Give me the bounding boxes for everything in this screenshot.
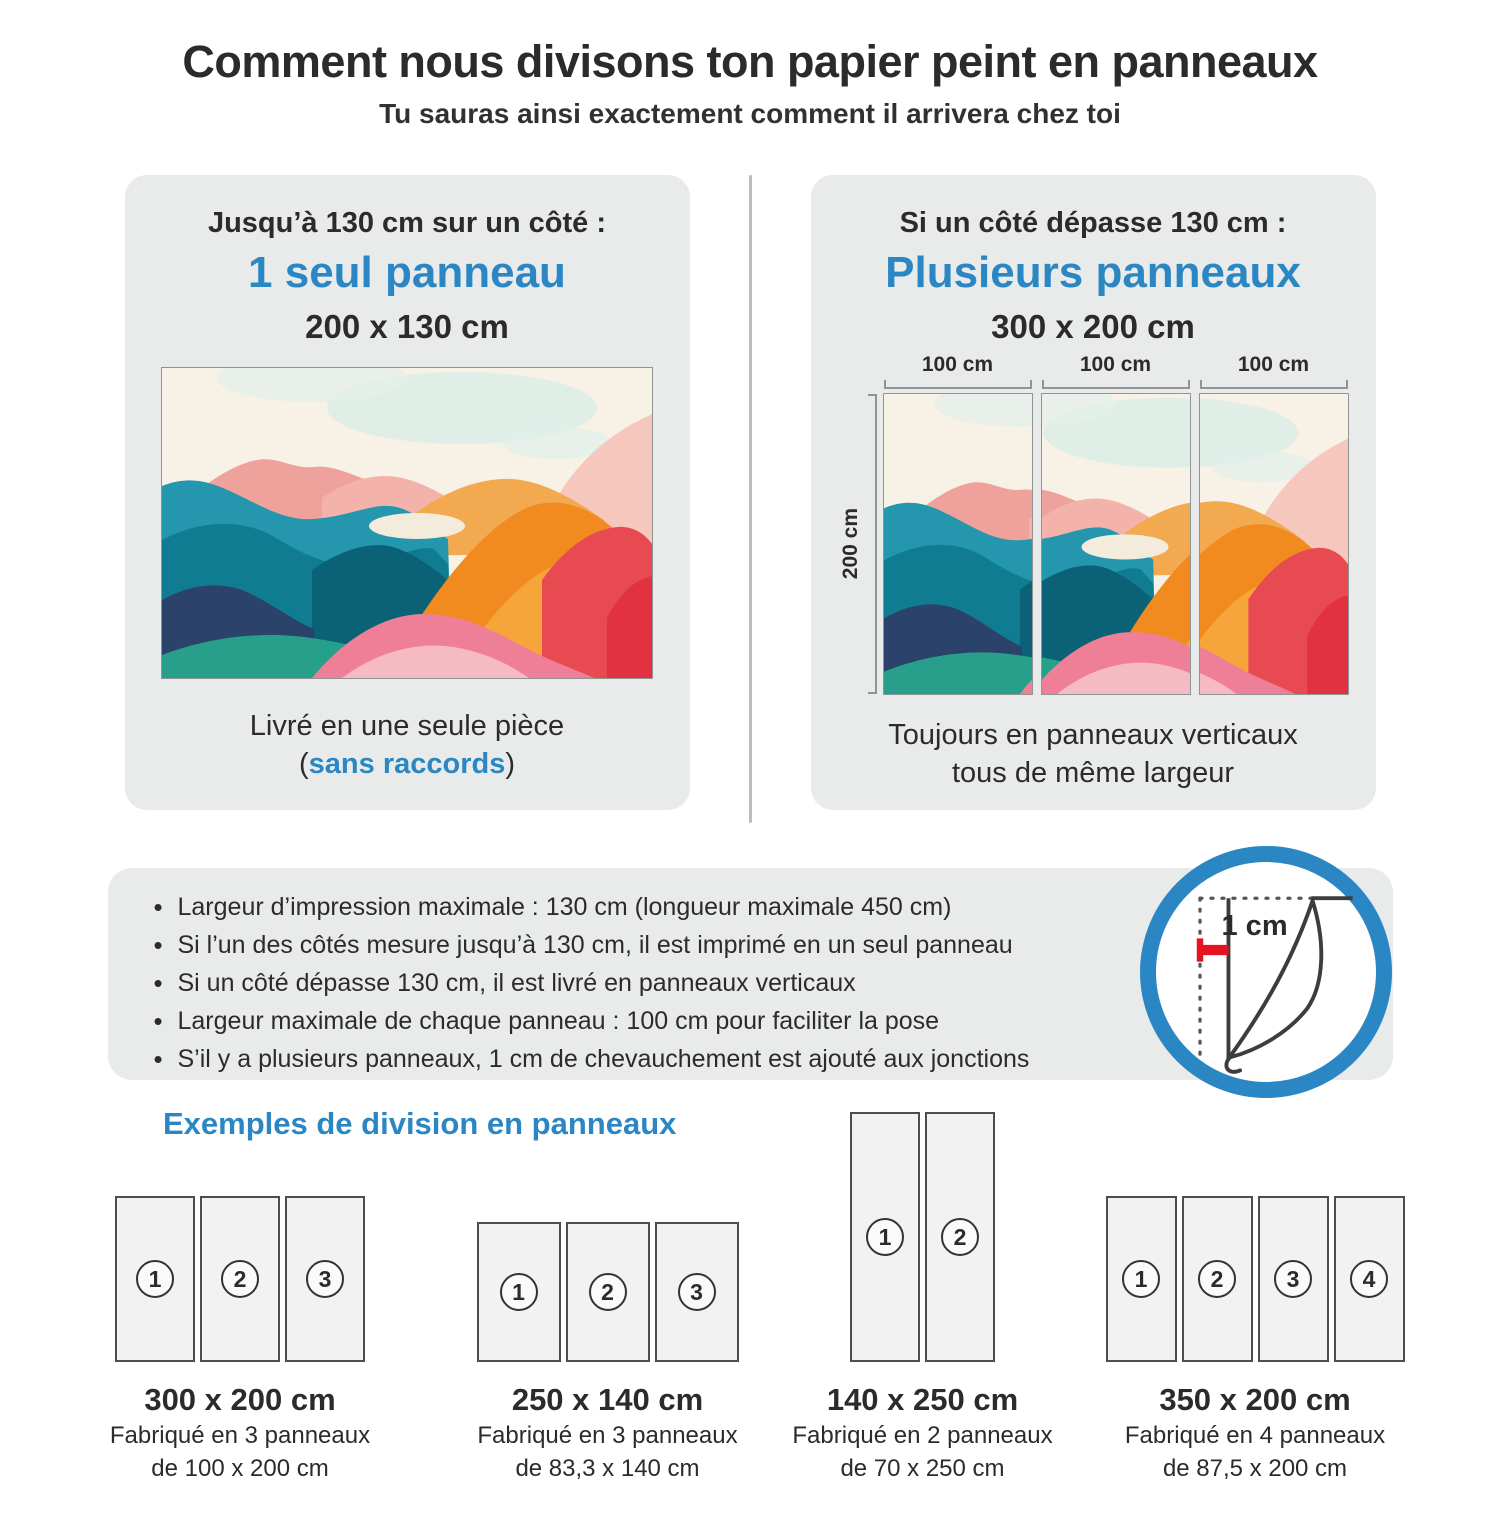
paper-curl-icon [1156, 862, 1376, 1082]
wallpaper-panels [884, 394, 1348, 694]
examples-heading: Exemples de division en panneaux [163, 1106, 677, 1141]
example-size: 350 x 200 cm [1159, 1382, 1351, 1417]
width-measure-3-line [1200, 380, 1348, 389]
width-measure-1-line [884, 380, 1032, 389]
multi-panel-condition: Si un côté dépasse 130 cm : [899, 207, 1287, 239]
example-panel [850, 1112, 920, 1362]
example-4-panels [1106, 1196, 1405, 1362]
panel-number-badge: 3 [678, 1273, 716, 1311]
example-size: 250 x 140 cm [511, 1382, 704, 1417]
width-measure-2-line [1042, 380, 1190, 389]
example-250x140 [455, 1222, 760, 1484]
example-2-panels [477, 1222, 739, 1362]
example-panel [1334, 1196, 1405, 1362]
width-measure-1-label: 100 cm [921, 353, 994, 376]
overlap-badge [1140, 846, 1392, 1098]
example-dims: de 87,5 x 200 cm [1162, 1455, 1348, 1482]
rule-item: • S’il y a plusieurs panneaux, 1 cm de chevauchement est ajouté aux jonctions [152, 1040, 1178, 1078]
example-size: 300 x 200 cm [144, 1382, 336, 1417]
single-panel-size: 200 x 130 cm [305, 308, 509, 345]
multi-caption-line2: tous de même largeur [951, 757, 1235, 789]
single-caption-line2 [125, 745, 690, 783]
example-panel [566, 1222, 650, 1362]
rule-item: • Largeur maximale de chaque panneau : 100 cm pour faciliter la pose [152, 1002, 1178, 1040]
single-panel-caption [125, 707, 690, 783]
rule-item: • Si l’un des côtés mesure jusqu’à 130 cm, il est imprimé en un seul panneau [152, 926, 1178, 964]
width-measure-2-label: 100 cm [1079, 353, 1152, 376]
panel-number-badge: 2 [221, 1260, 259, 1298]
example-panel [1106, 1196, 1177, 1362]
panel-number-badge: 2 [1198, 1260, 1236, 1298]
example-panel [655, 1222, 739, 1362]
page-subtitle: Tu sauras ainsi exactement comment il arrivera chez toi [379, 98, 1121, 129]
panels-block [884, 353, 1348, 694]
comparison-cards [0, 175, 1500, 823]
panel-number-badge: 2 [941, 1218, 979, 1256]
multi-panel-size: 300 x 200 cm [991, 308, 1195, 345]
panel-slice-3 [1200, 394, 1348, 694]
panel-number-badge: 3 [1274, 1260, 1312, 1298]
wallpaper-artwork-slice-3 [1200, 394, 1348, 694]
single-caption-line1: Livré en une seule pièce [249, 710, 565, 742]
multi-panel-card [811, 175, 1376, 810]
paren-close: ) [505, 748, 515, 780]
example-size: 140 x 250 cm [826, 1382, 1019, 1417]
height-measure-line [868, 394, 877, 694]
wallpaper-artwork-slice-1 [884, 394, 1032, 694]
example-140x250 [770, 1112, 1075, 1484]
height-measure [839, 394, 877, 694]
panel-slice-2 [1042, 394, 1190, 694]
multi-panel-caption [811, 716, 1376, 792]
example-350x200 [1100, 1196, 1410, 1484]
rule-item: • Largeur d’impression maximale : 130 cm (longueur maximale 450 cm) [152, 888, 1178, 926]
example-dims: de 70 x 250 cm [840, 1455, 1005, 1482]
example-panel [285, 1196, 365, 1362]
rules-note-bar [108, 868, 1393, 1080]
example-made: Fabriqué en 3 panneaux [109, 1422, 371, 1449]
example-panel [200, 1196, 280, 1362]
example-dims: de 83,3 x 140 cm [515, 1455, 700, 1482]
single-panel-headline: 1 seul panneau [248, 248, 566, 297]
width-measure-1 [884, 353, 1032, 389]
height-measure-label: 200 cm [838, 508, 862, 580]
page-title: Comment nous divisons ton papier peint en panneaux [182, 36, 1318, 87]
panel-number-badge: 3 [306, 1260, 344, 1298]
page-header [0, 0, 1500, 130]
example-dims: de 100 x 200 cm [151, 1455, 329, 1482]
panel-number-badge: 1 [136, 1260, 174, 1298]
single-panel-condition: Jusqu’à 130 cm sur un côté : [207, 207, 607, 239]
examples-area [0, 1142, 1500, 1514]
width-measures [884, 353, 1348, 389]
width-measure-3 [1200, 353, 1348, 389]
example-made: Fabriqué en 2 panneaux [792, 1422, 1053, 1449]
example-made: Fabriqué en 3 panneaux [477, 1422, 738, 1449]
example-300x200 [85, 1196, 395, 1484]
overlap-label: 1 cm [1221, 910, 1288, 942]
panel-number-badge: 2 [589, 1273, 627, 1311]
width-measure-2 [1042, 353, 1190, 389]
wallpaper-artwork-slice-2 [1042, 394, 1190, 694]
example-1-panels [115, 1196, 365, 1362]
example-panel [115, 1196, 195, 1362]
example-panel [1182, 1196, 1253, 1362]
panel-number-badge: 4 [1350, 1260, 1388, 1298]
panel-slice-1 [884, 394, 1032, 694]
multi-caption-line1: Toujours en panneaux verticaux [888, 719, 1298, 751]
single-panel-card [125, 175, 690, 810]
example-panel [477, 1222, 561, 1362]
width-measure-3-label: 100 cm [1237, 353, 1310, 376]
panel-number-badge: 1 [866, 1218, 904, 1256]
rule-item: • Si un côté dépasse 130 cm, il est livré en panneaux verticaux [152, 964, 1178, 1002]
example-panel [925, 1112, 995, 1362]
example-made: Fabriqué en 4 panneaux [1124, 1422, 1386, 1449]
paren-open: ( [298, 748, 309, 780]
sans-raccords-text: sans raccords [308, 748, 506, 780]
panel-number-badge: 1 [500, 1273, 538, 1311]
multi-panel-diagram [811, 353, 1376, 694]
panel-number-badge: 1 [1122, 1260, 1160, 1298]
example-3-panels [850, 1112, 995, 1362]
example-panel [1258, 1196, 1329, 1362]
cards-divider [749, 175, 752, 823]
multi-panel-headline: Plusieurs panneaux [885, 248, 1301, 297]
wallpaper-artwork-single [161, 367, 653, 679]
